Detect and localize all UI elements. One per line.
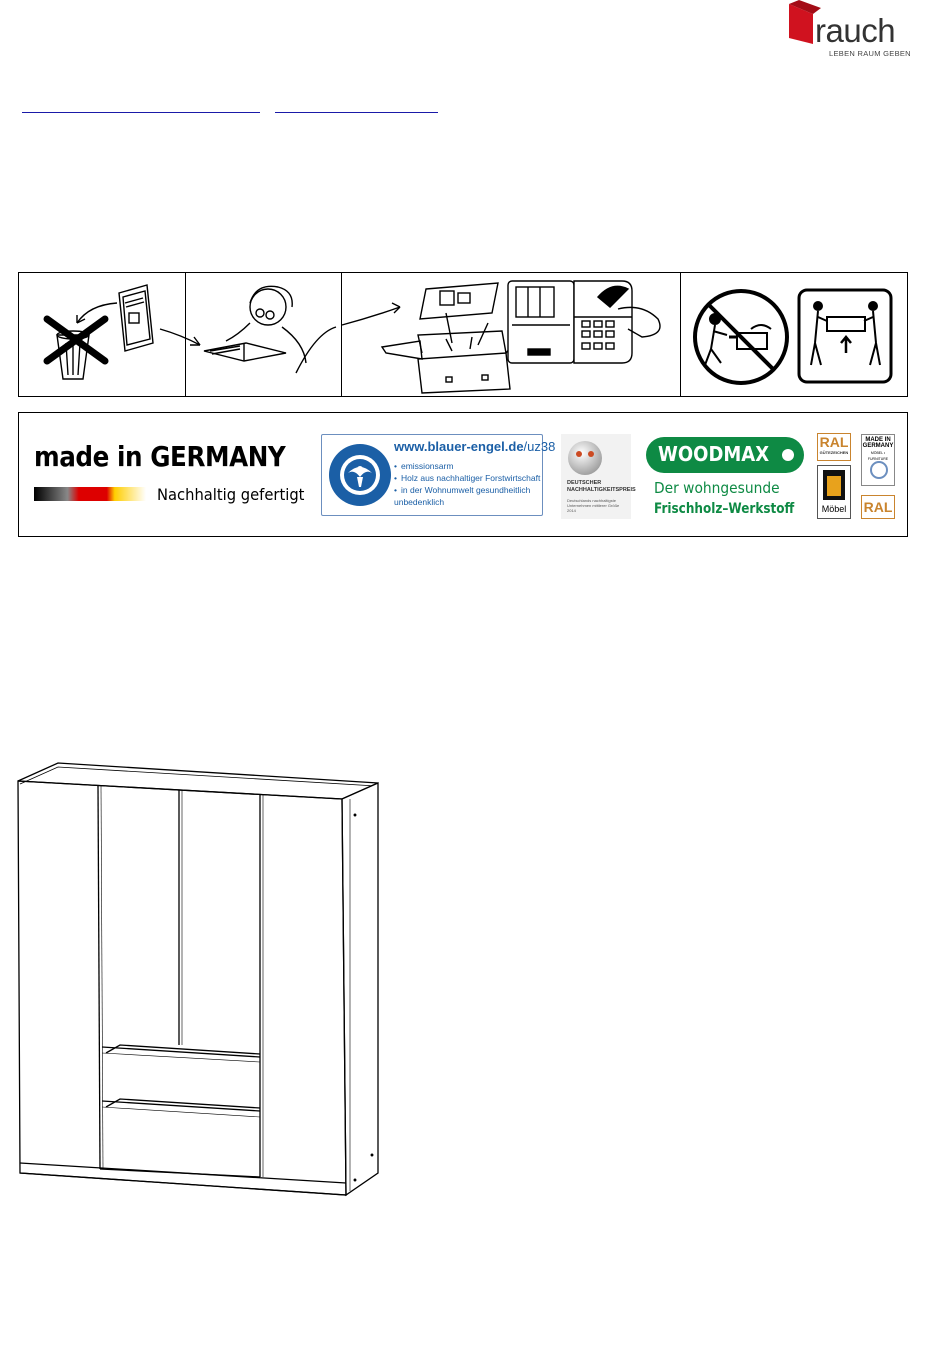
ral-badge-bottom: RAL — [861, 495, 895, 519]
logo-word: rauch — [815, 12, 896, 49]
woodmax-tagline-1: Der wohngesunde — [654, 479, 780, 497]
blauer-engel-url[interactable]: www.blauer-engel.de/uz38 — [394, 439, 556, 454]
product-link[interactable] — [22, 112, 260, 113]
blauer-engel-seal-icon — [328, 443, 392, 507]
instruction-panel-3 — [342, 273, 681, 396]
moebel-label: Möbel — [821, 504, 847, 514]
wardrobe-drawing — [10, 755, 390, 1215]
keep-instructions-in-folder-icon — [342, 273, 681, 398]
woodmax-dot-icon — [780, 447, 796, 463]
do-not-push-lift-carry-icon — [681, 273, 907, 398]
certifications-strip — [18, 412, 908, 537]
instruction-panel-4 — [681, 273, 907, 396]
made-in-germany-title: made in GERMANY — [34, 440, 286, 473]
criteria-item: • in der Wohnumwelt gesundheitlich unbedenklich — [394, 484, 534, 508]
woodmax-name: WOODMAX — [658, 442, 770, 466]
nachhaltigkeitspreis-subtitle: Deutschlands nachhaltigste Unternehmen mittlerer Größe 2014 — [567, 498, 620, 513]
instructions-strip — [18, 272, 908, 397]
german-flag-gradient-bar — [34, 487, 146, 501]
series-link[interactable] — [275, 112, 438, 113]
nachhaltigkeitspreis-badge — [561, 434, 636, 519]
moebel-badge — [817, 465, 851, 519]
woodmax-tagline-2: Frischholz–Werkstoff — [654, 501, 795, 517]
ral-guetezeichen-badge: RAL GÜTEZEICHEN — [817, 433, 851, 461]
woodmax-logo — [646, 437, 804, 473]
rauch-logo — [785, 0, 910, 64]
moebel-m-icon — [823, 470, 845, 500]
blauer-engel-badge — [321, 434, 556, 516]
criteria-item: • Holz aus nachhaltiger Forstwirtschaft — [394, 472, 540, 484]
made-in-germany-small-badge: MADE IN GERMANY MÖBEL • FURNITURE — [861, 434, 895, 486]
nachhaltigkeitspreis-sphere-icon — [565, 438, 605, 478]
mig-seal-icon — [870, 461, 888, 479]
do-not-discard-instructions-icon — [19, 273, 186, 398]
nachhaltigkeitspreis-title: DEUTSCHER NACHHALTIGKEITSPREIS — [567, 480, 636, 493]
logo-tagline: LEBEN RAUM GEBEN — [829, 49, 911, 58]
made-in-germany-subtitle: Nachhaltig gefertigt — [157, 485, 305, 504]
read-instructions-icon — [186, 273, 342, 398]
instruction-panel-1 — [19, 273, 186, 396]
blauer-engel-criteria — [394, 460, 540, 508]
criteria-item: • emissionsarm — [394, 460, 540, 472]
instruction-panel-2 — [186, 273, 342, 396]
